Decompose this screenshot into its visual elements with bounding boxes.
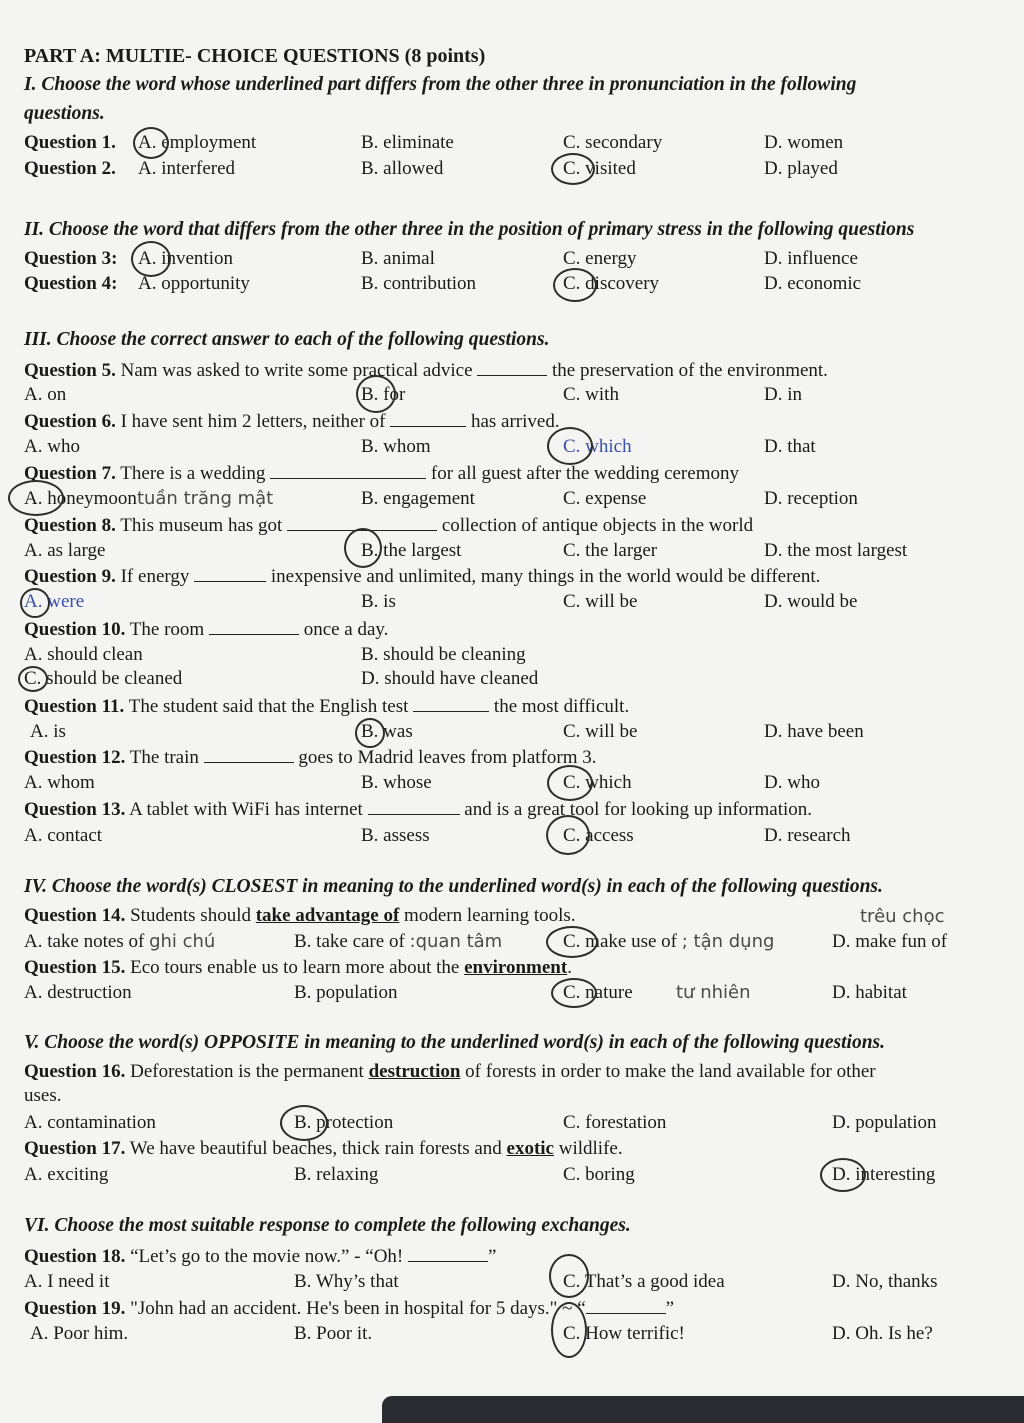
question-label: Question 17. xyxy=(24,1138,126,1159)
question-stem: There is a wedding xyxy=(120,463,266,484)
answer-circle xyxy=(280,1105,328,1141)
question-stem-end: . xyxy=(567,957,572,978)
question-stem-end: modern learning tools. xyxy=(404,905,576,926)
underlined-word: environment xyxy=(464,957,568,978)
question-label: Question 10. xyxy=(24,619,126,640)
question-stem: We have beautiful beaches, thick rain forests and xyxy=(129,1138,502,1159)
option-d[interactable]: D. No, thanks xyxy=(832,1271,938,1292)
option-b[interactable]: B. relaxing xyxy=(294,1164,379,1185)
question-stem: “Let’s go to the movie now.” - “Oh! xyxy=(130,1246,404,1267)
question-stem-end: goes to Madrid leaves from platform 3. xyxy=(298,747,597,768)
option-c[interactable]: C. forestation xyxy=(563,1112,667,1133)
question-stem-end: of forests in order to make the land available for other xyxy=(465,1061,876,1082)
question-stem-end: once a day. xyxy=(303,619,389,640)
option-c[interactable]: C. will be xyxy=(563,721,638,742)
option-b[interactable]: B. protection xyxy=(294,1112,394,1133)
option-b[interactable]: B. animal xyxy=(361,248,435,269)
option-b[interactable]: B. allowed xyxy=(361,158,444,179)
question-label: Question 4: xyxy=(24,273,118,294)
answer-circle xyxy=(820,1158,866,1192)
option-d[interactable]: D. would be xyxy=(764,591,858,612)
answer-circle xyxy=(551,1302,587,1358)
answer-circle xyxy=(547,427,593,465)
section-4-heading: IV. Choose the word(s) CLOSEST in meaning to the underlined word(s) in each of the following questions. xyxy=(24,876,883,897)
option-d[interactable]: D. that xyxy=(764,436,816,457)
answer-circle xyxy=(549,1254,589,1298)
option-d[interactable]: D. reception xyxy=(764,488,858,509)
option-a[interactable]: A. contact xyxy=(24,825,103,846)
question-stem: "John had an accident. He's been in hospital for 5 days." ~ “ xyxy=(130,1298,586,1319)
question-label: Question 5. xyxy=(24,360,116,381)
question-label: Question 18. xyxy=(24,1246,126,1267)
option-b[interactable]: B. is xyxy=(361,591,396,612)
question-15 xyxy=(24,956,572,980)
option-b[interactable]: B. engagement xyxy=(361,488,475,509)
option-a[interactable]: A. Poor him. xyxy=(30,1323,129,1344)
question-16-cont: uses. xyxy=(24,1085,62,1106)
answer-circle xyxy=(8,480,64,516)
question-label: Question 9. xyxy=(24,566,116,587)
question-stem: Students should xyxy=(130,905,251,926)
question-8 xyxy=(24,513,753,538)
handwritten-note: trêu chọc xyxy=(860,906,945,927)
question-stem: This museum has got xyxy=(120,515,283,536)
answer-circle xyxy=(546,926,598,958)
handwritten-note: ghi chú xyxy=(149,931,216,952)
option-c[interactable]: C. access xyxy=(563,825,634,846)
option-b[interactable]: B. for xyxy=(361,384,406,405)
question-label: Question 16. xyxy=(24,1061,126,1082)
option-a[interactable]: A. employment xyxy=(138,132,257,153)
option-d[interactable]: D. played xyxy=(764,158,838,179)
option-a[interactable]: A. as large xyxy=(24,540,106,561)
option-c[interactable]: C. energy xyxy=(563,248,637,269)
section-2-heading: II. Choose the word that differs from the other three in the position of primary stress in the following questions xyxy=(24,219,915,240)
option-b[interactable]: B. population xyxy=(294,982,398,1003)
option-text: A. take notes of xyxy=(24,931,145,952)
question-label: Question 14. xyxy=(24,905,126,926)
option-b[interactable]: B. contribution xyxy=(361,273,477,294)
answer-blank xyxy=(368,797,460,815)
option-d[interactable]: D. Oh. Is he? xyxy=(832,1323,933,1344)
question-stem: The room xyxy=(129,619,205,640)
option-d[interactable]: D. have been xyxy=(764,721,864,742)
handwritten-note: tư nhiên xyxy=(676,982,751,1003)
answer-circle xyxy=(20,588,50,618)
question-label: Question 11. xyxy=(24,696,125,717)
option-d[interactable]: D. in xyxy=(764,384,802,405)
question-stem: Deforestation is the permanent xyxy=(130,1061,364,1082)
question-6 xyxy=(24,409,560,434)
question-stem: Eco tours enable us to learn more about the xyxy=(130,957,460,978)
question-label: Question 13. xyxy=(24,799,126,820)
question-5 xyxy=(24,358,828,383)
section-1-heading-cont: questions. xyxy=(24,103,105,124)
section-5-heading: V. Choose the word(s) OPPOSITE in meaning to the underlined word(s) in each of the following questions. xyxy=(24,1032,886,1053)
question-stem-end: and is a great tool for looking up information. xyxy=(464,799,813,820)
question-stem-end: collection of antique objects in the world xyxy=(441,515,754,536)
option-c[interactable]: C. nature xyxy=(563,982,633,1003)
question-18 xyxy=(24,1244,496,1269)
option-d[interactable]: D. economic xyxy=(764,273,862,294)
question-4 xyxy=(24,272,117,296)
question-16 xyxy=(24,1060,876,1084)
option-c[interactable]: C. secondary xyxy=(563,132,663,153)
question-stem: The train xyxy=(129,747,199,768)
question-stem-end: the preservation of the environment. xyxy=(552,360,828,381)
question-stem-end: the most difficult. xyxy=(493,696,630,717)
question-12 xyxy=(24,745,597,770)
option-b[interactable]: B. the largest xyxy=(361,540,462,561)
option-c[interactable]: C. which xyxy=(563,436,632,457)
question-stem: If energy xyxy=(120,566,190,587)
option-text: C. make use of xyxy=(563,931,677,952)
option-c[interactable]: C. which xyxy=(563,772,632,793)
option-a[interactable]: A. destruction xyxy=(24,982,132,1003)
option-a[interactable]: A. invention xyxy=(138,248,233,269)
option-c[interactable]: C. with xyxy=(563,384,619,405)
question-label: Question 3: xyxy=(24,248,118,269)
answer-blank xyxy=(204,745,294,763)
answer-blank xyxy=(413,694,489,712)
question-label: Question 2. xyxy=(24,158,116,179)
screen-edge-bar xyxy=(382,1396,1024,1423)
option-b[interactable]: B. eliminate xyxy=(361,132,454,153)
handwritten-note: ; tận dụng xyxy=(681,931,775,952)
option-d[interactable]: D. women xyxy=(764,132,844,153)
answer-blank xyxy=(408,1244,488,1262)
option-d[interactable]: D. the most largest xyxy=(764,540,908,561)
option-d[interactable]: D. population xyxy=(832,1112,937,1133)
option-a[interactable] xyxy=(24,930,215,954)
section-3-heading: III. Choose the correct answer to each of the following questions. xyxy=(24,329,550,350)
question-label: Question 12. xyxy=(24,747,126,768)
option-a[interactable]: A. interfered xyxy=(138,158,236,179)
question-3 xyxy=(24,247,117,271)
option-d[interactable]: D. research xyxy=(764,825,851,846)
option-b[interactable]: B. assess xyxy=(361,825,430,846)
question-stem-end: inexpensive and unlimited, many things in the world would be different. xyxy=(270,566,821,587)
option-a[interactable]: A. were xyxy=(24,591,85,612)
option-c[interactable]: C. should be cleaned xyxy=(24,668,183,689)
question-stem: Nam was asked to write some practical advice xyxy=(120,360,473,381)
option-c[interactable]: C. expense xyxy=(563,488,647,509)
question-stem: A tablet with WiFi has internet xyxy=(129,799,363,820)
answer-circle xyxy=(355,718,385,748)
option-c[interactable]: C. That’s a good idea xyxy=(563,1271,725,1292)
page-title: PART A: MULTIE- CHOICE QUESTIONS (8 points) xyxy=(24,45,486,67)
question-label: Question 19. xyxy=(24,1298,126,1319)
answer-blank xyxy=(390,409,466,427)
option-a[interactable]: A. opportunity xyxy=(138,273,250,294)
answer-circle xyxy=(356,375,396,413)
option-b[interactable]: B. was xyxy=(361,721,413,742)
answer-circle xyxy=(546,815,590,855)
option-d[interactable]: D. who xyxy=(764,772,820,793)
answer-blank xyxy=(477,358,547,376)
option-a[interactable]: A. should clean xyxy=(24,644,143,665)
question-label: Question 1. xyxy=(24,132,116,153)
option-a[interactable]: A. on xyxy=(24,384,67,405)
handwritten-note: :quan tâm xyxy=(409,931,503,952)
answer-circle xyxy=(18,666,48,692)
option-d[interactable]: D. make fun of xyxy=(832,931,948,952)
question-label: Question 7. xyxy=(24,463,116,484)
question-stem-end: for all guest after the wedding ceremony xyxy=(430,463,739,484)
answer-circle xyxy=(344,528,382,568)
option-b[interactable] xyxy=(294,930,502,954)
answer-circle xyxy=(553,268,597,302)
option-b[interactable]: B. should be cleaning xyxy=(361,644,526,665)
option-a[interactable]: A. I need it xyxy=(24,1271,110,1292)
question-1 xyxy=(24,131,116,155)
question-stem-end: ” xyxy=(665,1298,675,1319)
answer-blank xyxy=(586,1296,666,1314)
answer-circle xyxy=(547,765,593,801)
option-c[interactable]: C. visited xyxy=(563,158,636,179)
option-c[interactable]: C. discovery xyxy=(563,273,660,294)
question-17 xyxy=(24,1137,623,1161)
answer-blank xyxy=(209,617,299,635)
option-b[interactable]: B. whose xyxy=(361,772,432,793)
option-c[interactable]: C. the larger xyxy=(563,540,658,561)
question-stem-end: has arrived. xyxy=(470,411,560,432)
option-d[interactable]: D. interesting xyxy=(832,1164,936,1185)
section-1-heading: I. Choose the word whose underlined part differs from the other three in pronunciation in the following xyxy=(24,74,857,95)
underlined-word: destruction xyxy=(368,1061,461,1082)
option-b[interactable]: B. Why’s that xyxy=(294,1271,399,1292)
section-6-heading: VI. Choose the most suitable response to complete the following exchanges. xyxy=(24,1215,631,1236)
question-stem-end: ” xyxy=(488,1246,497,1267)
option-d[interactable]: D. habitat xyxy=(832,982,907,1003)
handwritten-note: tuần trăng mật xyxy=(136,488,274,509)
question-label: Question 8. xyxy=(24,515,116,536)
option-d[interactable]: D. influence xyxy=(764,248,858,269)
underlined-word: exotic xyxy=(506,1138,554,1159)
answer-circle xyxy=(131,241,171,277)
option-text: A. honeymoon xyxy=(24,488,137,509)
answer-blank xyxy=(270,461,426,479)
question-stem: The student said that the English test xyxy=(128,696,409,717)
answer-circle xyxy=(551,978,597,1008)
question-11 xyxy=(24,694,629,719)
option-b[interactable]: B. Poor it. xyxy=(294,1323,373,1344)
question-7 xyxy=(24,461,739,486)
option-b[interactable]: B. whom xyxy=(361,436,431,457)
option-c[interactable]: C. will be xyxy=(563,591,638,612)
underlined-phrase: take advantage of xyxy=(255,905,400,926)
question-9 xyxy=(24,564,820,589)
option-a[interactable]: A. who xyxy=(24,436,80,457)
question-13 xyxy=(24,797,812,822)
question-label: Question 15. xyxy=(24,957,126,978)
question-stem: I have sent him 2 letters, neither of xyxy=(120,411,386,432)
option-text: B. take care of xyxy=(294,931,405,952)
option-c[interactable]: C. boring xyxy=(563,1164,635,1185)
option-d[interactable]: D. should have cleaned xyxy=(361,668,539,689)
option-a[interactable]: A. is xyxy=(30,721,66,742)
answer-circle xyxy=(551,153,595,185)
option-a[interactable]: A. exciting xyxy=(24,1164,109,1185)
question-2 xyxy=(24,157,116,181)
question-10 xyxy=(24,617,388,642)
answer-blank xyxy=(194,564,266,582)
option-a[interactable]: A. contamination xyxy=(24,1112,156,1133)
question-stem-end: wildlife. xyxy=(558,1138,623,1159)
answer-circle xyxy=(133,127,169,159)
option-a[interactable]: A. whom xyxy=(24,772,95,793)
option-c[interactable]: C. How terrific! xyxy=(563,1323,685,1344)
question-label: Question 6. xyxy=(24,411,116,432)
question-14 xyxy=(24,904,576,928)
